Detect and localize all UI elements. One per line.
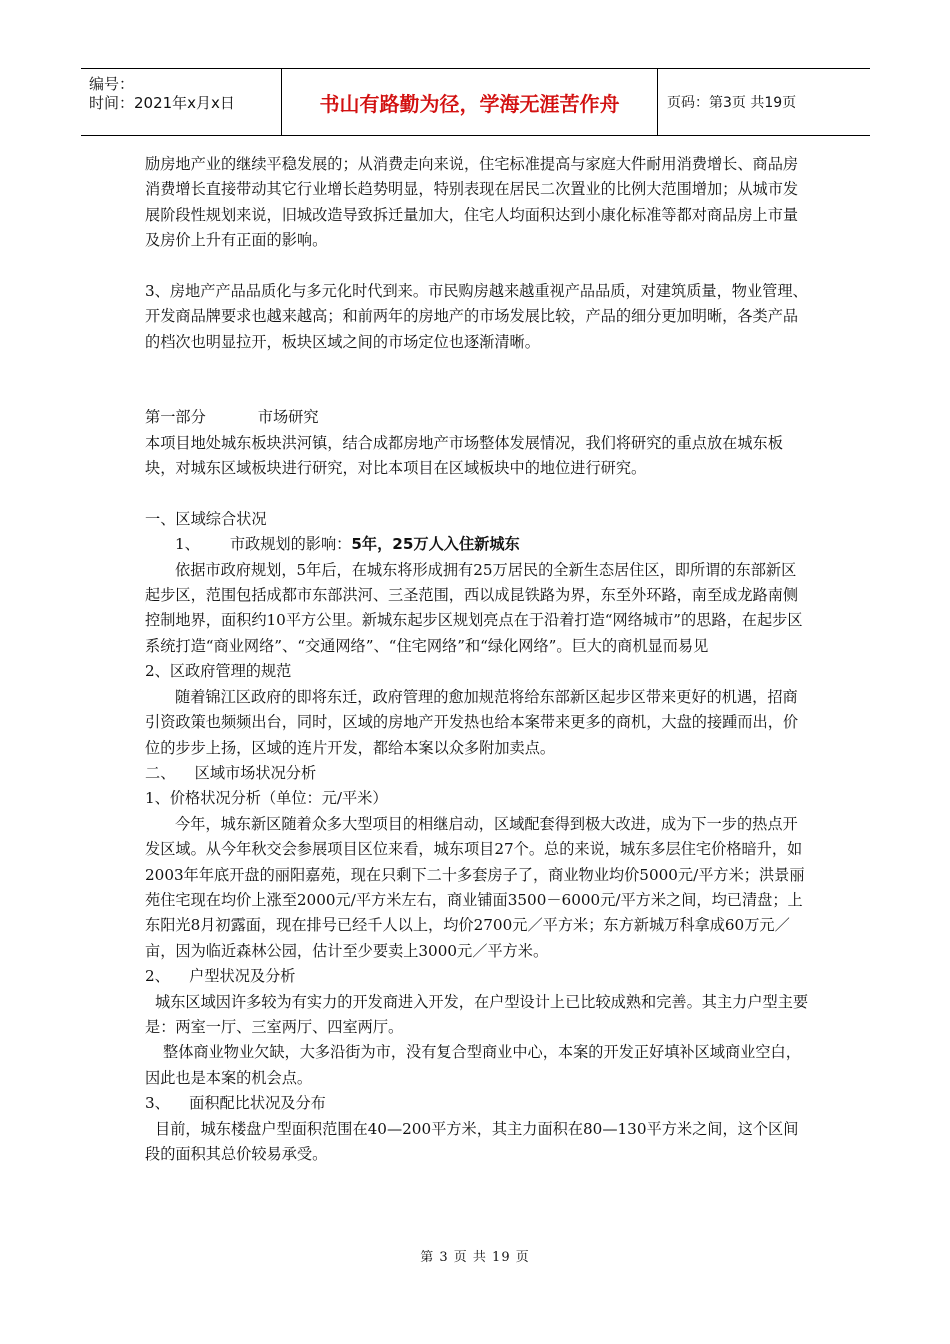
paragraph: 目前，城东楼盘户型面积范围在40—200平方米，其主力面积在80—130平方米之间，这个区间段的面积其总价较易承受。 <box>145 1119 799 1163</box>
subsection-number: 1、 <box>175 535 200 554</box>
document-body <box>145 152 810 1167</box>
header-page-info: 页码：第3页 共19页 <box>667 95 797 111</box>
subsection-heading <box>145 532 810 557</box>
section-heading: 一、区域综合状况 <box>145 509 267 528</box>
paragraph: 3、房地产产品品质化与多元化时代到来。市民购房越来越重视产品品质，对建筑质量，物业管理、开发商品牌要求也越来越高；和前两年的房地产的市场发展比较，产品的细分更加明晰，各类产品的档次也明显拉开，板块区域之间的市场定位也逐渐清晰。 <box>145 282 808 351</box>
header-motto: 书山有路勤为径，学海无涯苦作舟 <box>281 69 658 135</box>
part-title: 市场研究 <box>257 408 319 427</box>
paragraph: 本项目地处城东板块洪河镇，结合成都房地产市场整体发展情况，我们将研究的重点放在城东板块，对城东区域板块进行研究，对比本项目在区域板块中的地位进行研究。 <box>145 433 783 478</box>
document-number-label: 编号： <box>89 75 135 93</box>
subsection-heading: 2、 户型状况及分析 <box>145 967 296 986</box>
subsection-highlight: 5年，25万人入住新城东 <box>351 535 520 554</box>
part-heading <box>145 405 810 430</box>
paragraph: 城东区域因许多较为有实力的开发商进入开发，在户型设计上已比较成熟和完善。其主力户型主要是：两室一厅、三室两厅、四室两厅。 <box>145 992 809 1036</box>
header-meta <box>81 69 281 135</box>
subsection-heading: 2、区政府管理的规范 <box>145 662 292 681</box>
subsection-heading: 3、 面积配比状况及分布 <box>145 1094 326 1113</box>
page-footer: 第 3 页 共 19 页 <box>420 1250 530 1265</box>
subsection-prefix: 市政规划的影响： <box>229 535 352 554</box>
page-header <box>81 68 870 136</box>
paragraph: 励房地产业的继续平稳发展的；从消费走向来说，住宅标准提高与家庭大件耐用消费增长、商品房消费增长直接带动其它行业增长趋势明显，特别表现在居民二次置业的比例大范围增加；从城市发展阶段性规划来说，旧城改造导致拆迁量加大，住宅人均面积达到小康化标准等都对商品房上市量及房价上升有正面的影响。 <box>145 155 799 250</box>
document-date: 时间：2021年x月x日 <box>89 94 235 112</box>
paragraph: 依据市政府规划，5年后，在城东将形成拥有25万居民的全新生态居住区，即所谓的东部新区起步区，范围包括成都市东部洪河、三圣范围，西以成昆铁路为界，东至外环路，南至成龙路南侧控制地界，面积约10平方公里。新城东起步区规划亮点在于沿着打造“网络城市”的思路，在起步区系统打造“商业网络”、“交通网络”、“住宅网络”和“绿化网络”。巨大的商机显而易见 <box>145 560 803 655</box>
paragraph: 今年，城东新区随着众多大型项目的相继启动，区域配套得到极大改进，成为下一步的热点开发区域。从今年秋交会参展项目区位来看，城东项目27个。总的来说，城东多层住宅价格暗升，如2003年年底开盘的丽阳嘉苑，现在只剩下二十多套房子了，商业物业均价5000元/平方米；洪景丽苑住宅现在均价上涨至2000元/平方米左右，商业铺面3500－6000元/平方米之间，均已清盘；上东阳光8月初露面，现在排号已经千人以上，均价2700元／平方米；东方新城万科拿成60万元／亩，因为临近森林公园，估计至少要卖上3000元／平方米。 <box>145 814 805 960</box>
part-label: 第一部分 <box>145 408 206 427</box>
paragraph: 随着锦江区政府的即将东迁，政府管理的愈加规范将给东部新区起步区带来更好的机遇，招商引资政策也频频出台，同时，区域的房地产开发热也给本案带来更多的商机，大盘的接踵而出，价位的步步上扬，区域的连片开发，都给本案以众多附加卖点。 <box>145 687 799 757</box>
subsection-heading: 1、价格状况分析（单位：元/平米） <box>145 789 388 808</box>
paragraph: 整体商业物业欠缺，大多沿街为市，没有复合型商业中心，本案的开发正好填补区域商业空白，因此也是本案的机会点。 <box>145 1043 801 1087</box>
section-heading: 二、 区域市场状况分析 <box>145 763 317 782</box>
